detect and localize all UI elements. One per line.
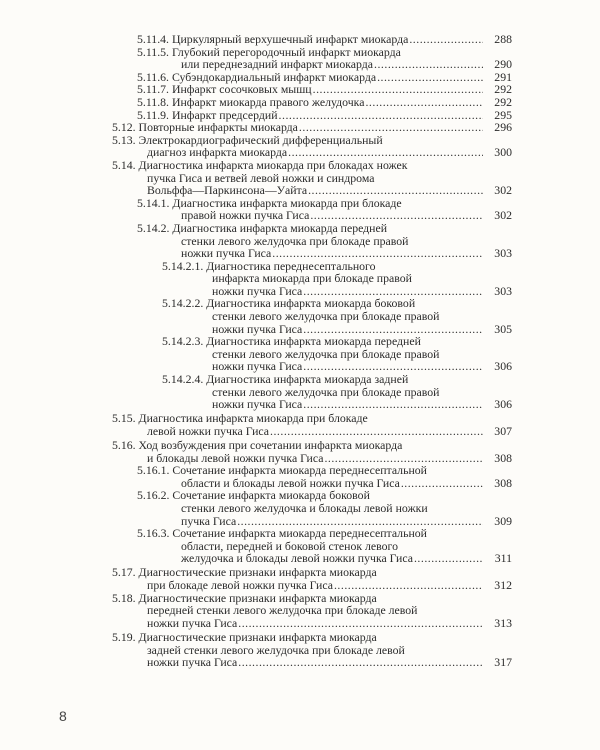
dot-leader bbox=[409, 33, 483, 46]
toc-entry[interactable] bbox=[137, 46, 512, 71]
toc-page-number: 307 bbox=[494, 423, 512, 438]
toc-entry-title: ножки пучка Гиса bbox=[212, 283, 303, 298]
toc-entry[interactable] bbox=[137, 197, 512, 222]
toc-entry[interactable] bbox=[162, 260, 512, 298]
dot-leader bbox=[303, 398, 483, 411]
toc-entry-title: Диагностика инфаркта миокарда передней bbox=[172, 220, 388, 235]
toc-entry-title: Инфаркт миокарда правого желудочка bbox=[171, 94, 365, 109]
toc-entry-title: стенки левого желудочка при блокаде правой bbox=[212, 346, 440, 361]
toc-entry[interactable] bbox=[162, 335, 512, 373]
toc-page-number: 308 bbox=[494, 475, 512, 490]
dot-leader bbox=[374, 58, 483, 71]
toc-page-number: 290 bbox=[494, 57, 512, 72]
toc-entry-number: 5.18. bbox=[112, 590, 136, 605]
dot-leader bbox=[414, 552, 483, 565]
toc-entry-title: ножки пучка Гиса bbox=[212, 397, 303, 412]
toc-entry-title: передней стенки левого желудочка при блокаде левой bbox=[147, 603, 418, 618]
toc-entry-number: 5.14.2. bbox=[137, 220, 170, 235]
toc-entry-number: 5.16. bbox=[112, 438, 136, 452]
toc-entry-title: диагноз инфаркта миокарда bbox=[147, 145, 288, 160]
toc-entry-number: 5.14.2.2. bbox=[162, 296, 204, 311]
toc-entry-title: Диагностика инфаркта миокарда задней bbox=[206, 372, 409, 387]
toc-entry-title: желудочка и блокады левой ножки пучка Гиса bbox=[181, 551, 413, 566]
toc-entry-number: 5.11.4. bbox=[137, 32, 170, 46]
toc-entry-number: 5.16.3. bbox=[137, 526, 170, 541]
toc-entry-number: 5.13. bbox=[112, 132, 136, 147]
toc-page-number: 291 bbox=[494, 69, 512, 84]
toc-entry-title: или переднезадний инфаркт миокарда bbox=[181, 57, 374, 72]
page-number: 8 bbox=[59, 708, 67, 724]
toc-entry-number: 5.14. bbox=[112, 157, 136, 172]
toc-entry-title: Диагностика инфаркта миокарда передней bbox=[206, 334, 421, 349]
toc-entry-title: инфаркта миокарда при блокаде правой bbox=[212, 271, 412, 286]
toc-entry-number: 5.14.2.4. bbox=[162, 372, 204, 387]
toc-entry[interactable] bbox=[137, 527, 512, 565]
toc-entry-title: Диагностика переднесептального bbox=[206, 258, 376, 273]
toc-entry-title: Повторные инфаркты миокарда bbox=[138, 120, 298, 135]
toc-entry[interactable] bbox=[162, 297, 512, 335]
toc-entry-number: 5.11.7. bbox=[137, 82, 170, 97]
dot-leader bbox=[365, 96, 483, 109]
toc-entry[interactable] bbox=[112, 134, 512, 159]
toc-entry-title: Глубокий перегородочный инфаркт миокарда bbox=[171, 44, 401, 59]
toc-entry[interactable] bbox=[112, 631, 512, 669]
toc-entry-number: 5.16.1. bbox=[137, 463, 170, 478]
toc-entry-number: 5.11.9. bbox=[137, 107, 170, 122]
toc-entry-title: Циркулярный верхушечный инфаркт миокарда bbox=[171, 32, 409, 46]
table-of-contents bbox=[0, 33, 600, 669]
toc-page-number: 306 bbox=[494, 359, 512, 374]
toc-entry-title: Диагностика инфаркта миокарда при блокаде bbox=[172, 195, 402, 210]
dot-leader bbox=[238, 656, 483, 669]
toc-entry-number: 5.15. bbox=[112, 411, 136, 426]
toc-entry-number: 5.11.5. bbox=[137, 44, 170, 59]
dot-leader bbox=[401, 477, 483, 490]
toc-entry-title: левой ножки пучка Гиса bbox=[147, 423, 270, 438]
toc-entry-title: и блокады левой ножки пучка Гиса bbox=[147, 450, 324, 465]
dot-leader bbox=[270, 425, 483, 438]
toc-entry-title: Субэндокардиальный инфаркт миокарда bbox=[171, 69, 377, 84]
toc-entry-title: Сочетание инфаркта миокарда переднесептальной bbox=[172, 526, 427, 541]
toc-page-number: 288 bbox=[494, 32, 512, 46]
toc-entry-number: 5.14.2.3. bbox=[162, 334, 204, 349]
toc-page-number: 311 bbox=[494, 551, 512, 566]
toc-entry-title: стенки левого желудочка при блокаде правой bbox=[181, 233, 409, 248]
toc-entry[interactable] bbox=[137, 464, 512, 489]
toc-page-number: 302 bbox=[494, 183, 512, 198]
toc-entry-title: Ход возбуждения при сочетании инфаркта миокарда bbox=[138, 438, 403, 452]
toc-page-number: 313 bbox=[494, 615, 512, 630]
toc-page-number: 312 bbox=[494, 578, 512, 593]
toc-entry-title: Вольффа—Паркинсона—Уайта bbox=[147, 183, 308, 198]
toc-entry-title: области, передней и боковой стенок левого bbox=[181, 538, 398, 553]
toc-entry-title: Диагностические признаки инфаркта миокарда bbox=[138, 629, 377, 644]
toc-entry-title: Инфаркт предсердий bbox=[171, 107, 278, 122]
toc-entry-title: ножки пучка Гиса bbox=[212, 321, 303, 336]
toc-entry-title: Диагностика инфаркта миокарда боковой bbox=[206, 296, 416, 311]
toc-entry-title: области и блокады левой ножки пучка Гиса bbox=[181, 475, 400, 490]
toc-page-number: 303 bbox=[494, 246, 512, 261]
toc-entry-title: ножки пучка Гиса bbox=[181, 246, 272, 261]
toc-page-number: 302 bbox=[494, 208, 512, 223]
toc-entry-title: Электрокардиографический дифференциальный bbox=[138, 132, 383, 147]
toc-page-number: 295 bbox=[494, 107, 512, 122]
toc-entry-title: Инфаркт сосочковых мышц bbox=[171, 82, 312, 97]
toc-entry-title: правой ножки пучка Гиса bbox=[181, 208, 310, 223]
toc-entry-title: при блокаде левой ножки пучка Гиса bbox=[147, 578, 333, 593]
toc-entry-number: 5.19. bbox=[112, 629, 136, 644]
dot-leader bbox=[377, 71, 483, 84]
toc-page-number: 292 bbox=[494, 94, 512, 109]
toc-entry[interactable] bbox=[137, 489, 512, 527]
toc-entry[interactable] bbox=[112, 439, 512, 464]
toc-entry-title: стенки левого желудочка и блокады левой ножки bbox=[181, 500, 428, 515]
toc-entry-title: Диагностические признаки инфаркта миокарда bbox=[138, 565, 377, 580]
toc-entry-title: Диагностические признаки инфаркта миокарда bbox=[138, 590, 377, 605]
toc-entry-number: 5.12. bbox=[112, 120, 136, 135]
toc-entry-title: Диагностика инфаркта миокарда при блокадах ножек bbox=[138, 157, 408, 172]
toc-entry[interactable] bbox=[137, 222, 512, 260]
dot-leader bbox=[238, 617, 483, 630]
toc-page-number: 292 bbox=[494, 82, 512, 97]
toc-entry-number: 5.11.6. bbox=[137, 69, 170, 84]
toc-entry-number: 5.14.1. bbox=[137, 195, 170, 210]
toc-entry-number: 5.14.2.1. bbox=[162, 258, 204, 273]
toc-entry[interactable] bbox=[112, 412, 512, 437]
toc-entry-title: Диагностика инфаркта миокарда при блокаде bbox=[138, 411, 368, 426]
toc-entry-title: стенки левого желудочка при блокаде правой bbox=[212, 309, 440, 324]
toc-entry-title: задней стенки левого желудочка при блокаде левой bbox=[147, 642, 405, 657]
toc-entry-title: Сочетание инфаркта миокарда переднесептальной bbox=[172, 463, 427, 478]
toc-entry-number: 5.17. bbox=[112, 565, 136, 580]
toc-page-number: 300 bbox=[494, 145, 512, 160]
toc-entry-number: 5.11.8. bbox=[137, 94, 170, 109]
toc-page-number: 296 bbox=[494, 120, 512, 135]
toc-entry[interactable] bbox=[162, 373, 512, 411]
dot-leader bbox=[279, 109, 483, 122]
toc-entry-number: 5.16.2. bbox=[137, 488, 170, 503]
toc-entry-title: ножки пучка Гиса bbox=[147, 655, 238, 670]
toc-page-number: 317 bbox=[494, 655, 512, 670]
toc-page-number: 308 bbox=[494, 450, 512, 465]
toc-entry-title: стенки левого желудочка при блокаде правой bbox=[212, 384, 440, 399]
toc-entry[interactable] bbox=[112, 566, 512, 591]
toc-entry-title: ножки пучка Гиса bbox=[147, 615, 238, 630]
toc-entry[interactable] bbox=[112, 159, 512, 197]
toc-page-number: 309 bbox=[494, 513, 512, 528]
toc-entry[interactable] bbox=[112, 592, 512, 630]
toc-page-number: 303 bbox=[494, 283, 512, 298]
toc-page-number: 306 bbox=[494, 397, 512, 412]
toc-entry-title: ножки пучка Гиса bbox=[212, 359, 303, 374]
toc-page-number: 305 bbox=[494, 321, 512, 336]
toc-entry-title: пучка Гиса и ветвей левой ножки и синдрома bbox=[147, 170, 375, 185]
toc-entry-title: пучка Гиса bbox=[181, 513, 237, 528]
toc-entry-title: Сочетание инфаркта миокарда боковой bbox=[172, 488, 370, 503]
